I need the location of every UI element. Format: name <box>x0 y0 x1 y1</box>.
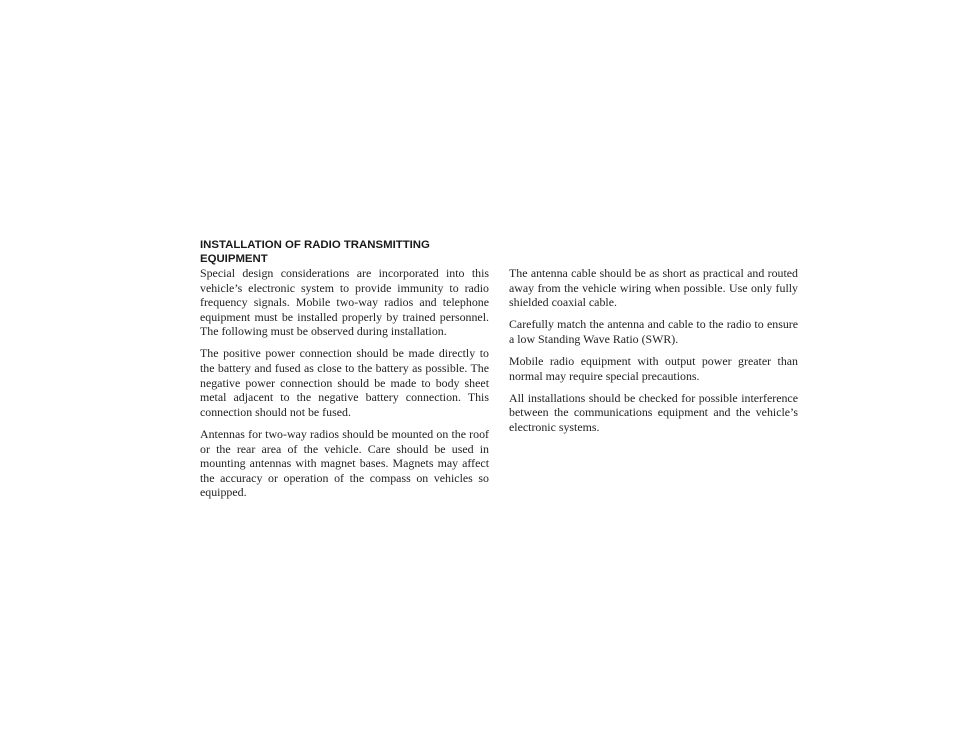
paragraph-antenna-cable: The antenna cable should be as short as practical and routed away from the vehicle wiring when possible. Use only fully shielded coaxial cable. <box>509 266 798 310</box>
section-heading: INSTALLATION OF RADIO TRANSMITTING EQUIPMENT <box>200 239 430 265</box>
paragraph-design-considerations: Special design considerations are incorporated into this vehicle’s electronic system to provide immunity to radio frequency signals. Mobile two-way radios and telephone equipment must be installed properly by trained personnel. The following must be observed during installation. <box>200 266 489 339</box>
paragraph-interference-check: All installations should be checked for possible interference between the communications equipment and the vehicle’s electronic systems. <box>509 390 798 434</box>
paragraph-swr-matching: Carefully match the antenna and cable to the radio to ensure a low Standing Wave Ratio (SWR). <box>509 317 798 346</box>
paragraph-power-connection: The positive power connection should be made directly to the battery and fused as close to the battery as possible. The negative power connection should be made to body sheet metal adjacent to the negative battery connection. This connection should not be fused. <box>200 346 489 419</box>
left-column <box>200 266 489 507</box>
paragraph-output-power: Mobile radio equipment with output power greater than normal may require special precautions. <box>509 353 798 383</box>
right-column <box>509 266 798 442</box>
paragraph-antenna-mounting: Antennas for two-way radios should be mounted on the roof or the rear area of the vehicle. Care should be used in mounting antennas with magnet bases. Magnets may affect the accuracy or operation of the compass on vehicles so equipped. <box>200 426 489 500</box>
